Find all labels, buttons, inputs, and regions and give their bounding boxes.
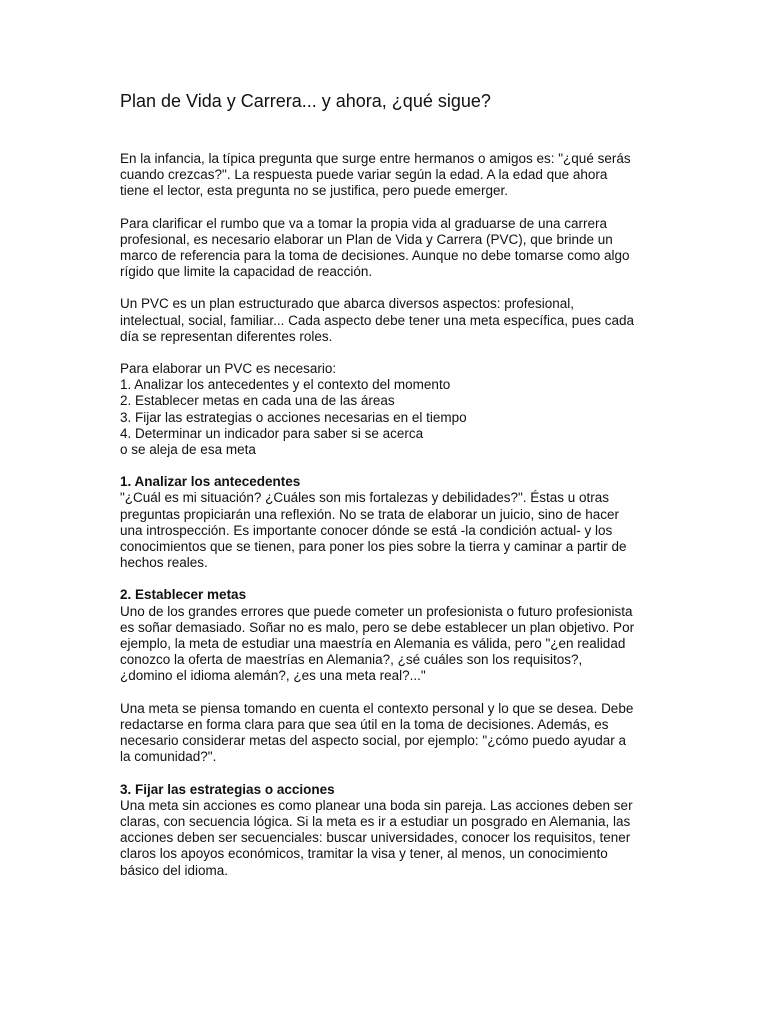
- text-line: intelectual, social, familiar... Cada aspecto debe tener una meta específica, pues cada: [120, 312, 635, 328]
- text-line: preguntas propiciarán una reflexión. No se trata de elaborar un juicio, sino de hacer: [120, 506, 620, 522]
- text-line: conocimientos que se tienen, para poner los pies sobre la tierra y caminar a partir de: [120, 539, 627, 555]
- pvc-aspects-paragraph: [120, 296, 660, 345]
- text-line: hechos reales.: [120, 555, 208, 571]
- text-line: tiene el lector, esta pregunta no se justifica, pero puede emerger.: [120, 183, 508, 199]
- metas-context-paragraph: [120, 701, 660, 766]
- text-line: una introspección. Es importante conocer dónde se está -la condición actual- y los: [120, 522, 613, 538]
- intro-paragraph: [120, 151, 660, 200]
- text-line: Una meta se piensa tomando en cuenta el contexto personal y lo que se desea. Debe: [120, 700, 634, 716]
- text-line: la comunidad?".: [120, 749, 217, 765]
- text-line: redactarse en forma clara para que sea útil en la toma de decisiones. Además, es: [120, 716, 609, 732]
- text-line: es soñar demasiado. Soñar no es malo, pero se debe establecer un plan objetivo. Por: [120, 619, 635, 635]
- text-line: cuando crezcas?". La respuesta puede variar según la edad. A la edad que ahora: [120, 167, 608, 183]
- text-line: profesional, es necesario elaborar un Plan de Vida y Carrera (PVC), que brinde un: [120, 231, 613, 247]
- text-line: ¿domino el idioma alemán?, ¿es una meta real?...": [120, 668, 426, 684]
- step-item: 3. Fijar las estrategias o acciones necesarias en el tiempo: [120, 409, 467, 425]
- section-heading: 2. Establecer metas: [120, 587, 247, 603]
- steps-list: [120, 361, 660, 458]
- pvc-definition-paragraph: [120, 216, 660, 281]
- text-line: conozco la oferta de maestrías en Alemania?, ¿sé cuáles son los requisitos?,: [120, 652, 583, 668]
- page-title: Plan de Vida y Carrera... y ahora, ¿qué sigue?: [120, 91, 491, 111]
- step-item: 1. Analizar los antecedentes y el contexto del momento: [120, 377, 451, 393]
- section-heading: 1. Analizar los antecedentes: [120, 474, 301, 490]
- text-line: Para clarificar el rumbo que va a tomar la propia vida al graduarse de una carrera: [120, 215, 608, 231]
- text-line: En la infancia, la típica pregunta que surge entre hermanos o amigos es: "¿qué serás: [120, 151, 631, 166]
- steps-intro: Para elaborar un PVC es necesario:: [120, 361, 337, 377]
- text-line: "¿Cuál es mi situación? ¿Cuáles son mis fortalezas y debilidades?". Éstas u otras: [120, 490, 610, 506]
- document-body: [120, 151, 660, 895]
- text-line: necesario considerar metas del aspecto social, por ejemplo: "¿cómo puedo ayudar a: [120, 733, 627, 749]
- text-line: acciones deben ser secuenciales: buscar universidades, conocer los requisitos, tener: [120, 830, 631, 846]
- step-item: 4. Determinar un indicador para saber si se acerca: [120, 425, 424, 441]
- section-heading: 3. Fijar las estrategias o acciones: [120, 781, 335, 797]
- text-line: Un PVC es un plan estructurado que abarca diversos aspectos: profesional,: [120, 296, 575, 312]
- text-line: día se representan diferentes roles.: [120, 328, 333, 344]
- step-item-continuation: o se aleja de esa meta: [120, 442, 256, 458]
- step-item: 2. Establecer metas en cada una de las áreas: [120, 393, 395, 409]
- text-line: claras, con secuencia lógica. Si la meta es ir a estudiar un posgrado en Alemania, las: [120, 813, 631, 829]
- text-line: marco de referencia para la toma de decisiones. Aunque no debe tomarse como algo: [120, 248, 630, 264]
- section-establecer-metas: [120, 587, 660, 684]
- section-analizar: [120, 474, 660, 571]
- text-line: Una meta sin acciones es como planear una boda sin pareja. Las acciones deben ser: [120, 797, 633, 813]
- text-line: básico del idioma.: [120, 862, 229, 878]
- section-fijar-estrategias: [120, 782, 660, 879]
- text-line: Uno de los grandes errores que puede cometer un profesionista o futuro profesionista: [120, 603, 633, 619]
- text-line: ejemplo, la meta de estudiar una maestría en Alemania es válida, pero "¿en realidad: [120, 636, 626, 652]
- text-line: claros los apoyos económicos, tramitar la visa y tener, al menos, un conocimiento: [120, 846, 608, 862]
- text-line: rígido que limite la capacidad de reacción.: [120, 264, 373, 280]
